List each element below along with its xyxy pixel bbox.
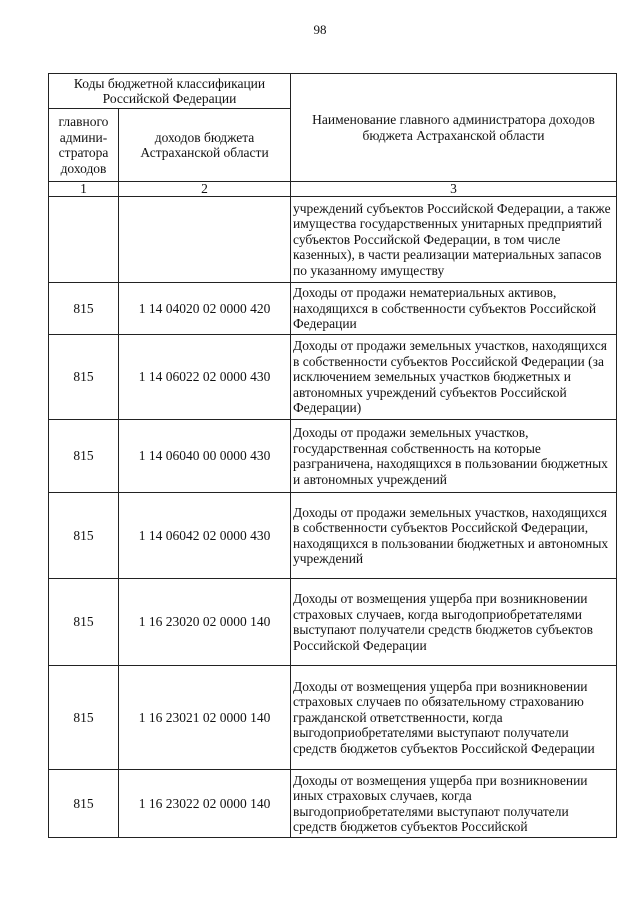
income-name-cell: Доходы от возмещения ущерба при возникновении иных страховых случаев, когда выгодоприобретателями выступают получатели средств бюджетов субъектов Российской xyxy=(291,770,617,838)
admin-code-cell: 815 xyxy=(49,283,119,335)
table-row xyxy=(49,335,617,420)
header-income-column: доходов бюджета Астраханской области xyxy=(119,109,291,182)
header-admin-column: главного админи-стратора доходов xyxy=(49,109,119,182)
column-number-2: 2 xyxy=(119,182,291,197)
header-codes-group: Коды бюджетной классификации Российской Федерации xyxy=(49,74,291,109)
income-code-cell xyxy=(119,197,291,283)
income-name-cell: Доходы от продажи земельных участков, государственная собственность на которые разграничена, находящихся в пользовании бюджетных и автономных учреждений xyxy=(291,420,617,493)
income-name-cell: Доходы от продажи земельных участков, находящихся в собственности субъектов Российской Федерации (за исключением земельных участков бюджетных и автономных учреждений субъектов Российской Федерации) xyxy=(291,335,617,420)
income-name-cell: Доходы от возмещения ущерба при возникновении страховых случаев, когда выгодоприобретателями выступают получатели средств бюджетов субъектов Российской Федерации xyxy=(291,579,617,666)
income-name-cell: учреждений субъектов Российской Федерации, а также имущества государственных унитарных предприятий субъектов Российской Федерации, в том числе казенных), в части реализации материальных запасов по указанному имуществу xyxy=(291,197,617,283)
admin-code-cell: 815 xyxy=(49,666,119,770)
income-name-cell: Доходы от возмещения ущерба при возникновении страховых случаев по обязательному страхованию гражданской ответственности, когда выгодоприобретателями выступают получатели средств бюджетов субъектов Российской Федерации xyxy=(291,666,617,770)
admin-code-cell: 815 xyxy=(49,493,119,579)
header-row-group xyxy=(49,74,617,109)
table-row xyxy=(49,579,617,666)
table-row xyxy=(49,420,617,493)
table-row xyxy=(49,197,617,283)
income-code-cell: 1 14 06040 00 0000 430 xyxy=(119,420,291,493)
column-number-3: 3 xyxy=(291,182,617,197)
income-code-cell: 1 16 23020 02 0000 140 xyxy=(119,579,291,666)
admin-code-cell: 815 xyxy=(49,420,119,493)
table-row xyxy=(49,666,617,770)
table-row xyxy=(49,283,617,335)
income-name-cell: Доходы от продажи нематериальных активов, находящихся в собственности субъектов Российской Федерации xyxy=(291,283,617,335)
column-numbers-row xyxy=(49,182,617,197)
header-name-column: Наименование главного администратора доходов бюджета Астраханской области xyxy=(291,74,617,182)
income-code-cell: 1 14 04020 02 0000 420 xyxy=(119,283,291,335)
income-code-cell: 1 16 23021 02 0000 140 xyxy=(119,666,291,770)
column-number-1: 1 xyxy=(49,182,119,197)
admin-code-cell: 815 xyxy=(49,335,119,420)
income-code-cell: 1 16 23022 02 0000 140 xyxy=(119,770,291,838)
income-code-cell: 1 14 06022 02 0000 430 xyxy=(119,335,291,420)
income-name-cell: Доходы от продажи земельных участков, находящихся в собственности субъектов Российской Федерации, находящихся в пользовании бюджетных и автономных учреждений xyxy=(291,493,617,579)
admin-code-cell: 815 xyxy=(49,770,119,838)
admin-code-cell xyxy=(49,197,119,283)
income-code-cell: 1 14 06042 02 0000 430 xyxy=(119,493,291,579)
budget-classification-table xyxy=(48,73,617,838)
page-number: 98 xyxy=(313,22,327,37)
table-row xyxy=(49,493,617,579)
table-row xyxy=(49,770,617,838)
admin-code-cell: 815 xyxy=(49,579,119,666)
